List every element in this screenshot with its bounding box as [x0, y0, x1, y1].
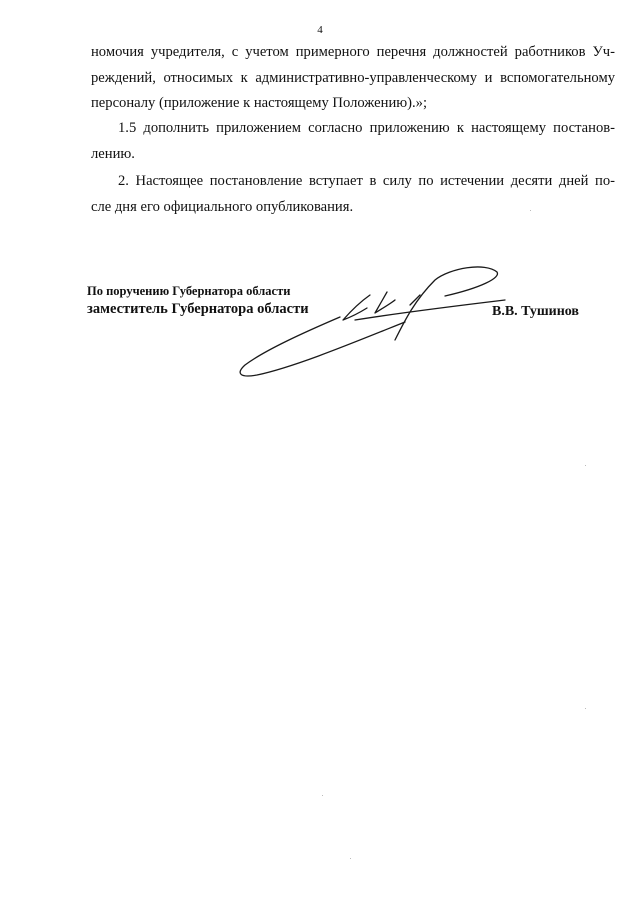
paragraph-line: номочия учредителя, с учетом примерного перечня должностей работников Уч-: [91, 44, 615, 60]
paragraph-line: 2. Настоящее постановление вступает в силу по истечении десяти дней по-: [118, 173, 615, 189]
page-number: 4: [317, 24, 323, 36]
signatory-authority-label: По поручению Губернатора области: [87, 284, 291, 298]
scan-speck: [585, 465, 586, 466]
paragraph-line: сле дня его официального опубликования.: [91, 199, 354, 215]
paragraph-line: персоналу (приложение к настоящему Положению).»;: [91, 95, 428, 111]
scan-speck: [322, 795, 323, 796]
scan-speck: [585, 708, 586, 709]
scan-speck: [350, 858, 351, 859]
paragraph-line: лению.: [91, 146, 135, 162]
signatory-position-label: заместитель Губернатора области: [87, 301, 309, 317]
paragraph-line: 1.5 дополнить приложением согласно приложению к настоящему постанов-: [118, 120, 615, 136]
handwritten-signature: [235, 260, 515, 385]
paragraph-line: реждений, относимых к административно-управленческому и вспомогательному: [91, 70, 615, 86]
signatory-name: В.В. Тушинов: [492, 304, 579, 319]
scan-speck: [530, 210, 531, 211]
